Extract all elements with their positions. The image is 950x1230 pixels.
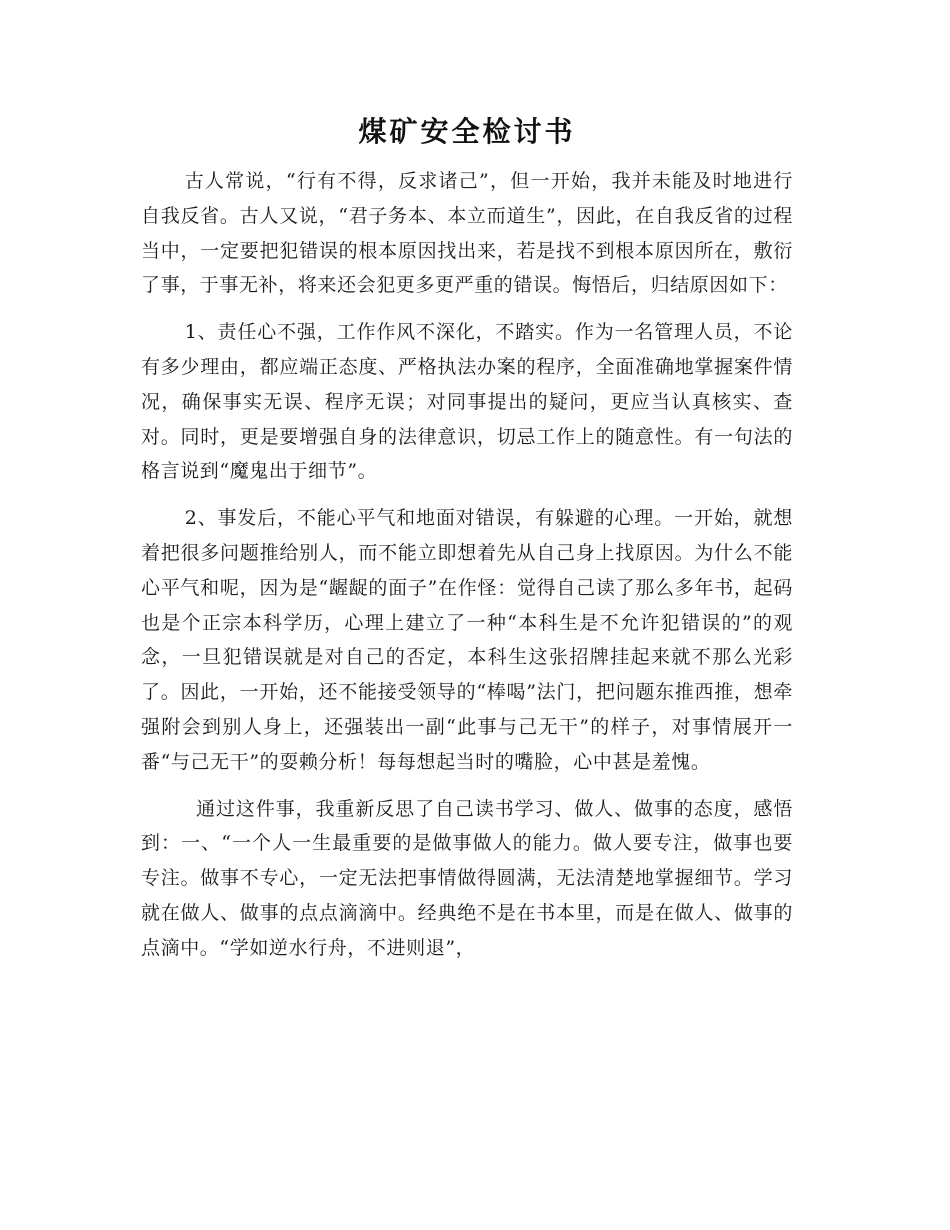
paragraph-reason-2: 2、事发后，不能心平气和地面对错误，有躲避的心理。一开始，就想着把很多问题推给别人，而不能立即想着先从自己身上找原因。为什么不能心平气和呢，因为是“龌龊的面子”在作怪：觉得自己读了那么多年书，起码也是个正宗本科学历，心理上建立了一种“本科生是不允许犯错误的”的观念，一旦犯错误就是对自己的否定，本科生这张招牌挂起来就不那么光彩了。因此，一开始，还不能接受领导的“棒喝”法门，把问题东推西推，想牵强附会到别人身上，还强装出一副“此事与己无干”的样子，对事情展开一番“与己无干”的耍赖分析！每每想起当时的嘴脸，心中甚是羞愧。 bbox=[141, 507, 793, 773]
paragraph-reason-1: 1、责任心不强，工作作风不深化，不踏实。作为一名管理人员，不论有多少理由，都应端正态度、严格执法办案的程序，全面准确地掌握案件情况，确保事实无误、程序无误；对同事提出的疑问，更应当认真核实、查对。同时，更是要增强自身的法律意识，切忌工作上的随意性。有一句法的格言说到“魔鬼出于细节”。 bbox=[141, 321, 793, 483]
document-body bbox=[141, 112, 793, 978]
paragraph-intro: 古人常说，“行有不得，反求诸己”，但一开始，我并未能及时地进行自我反省。古人又说，“君子务本、本立而道生”，因此，在自我反省的过程当中，一定要把犯错误的根本原因找出来，若是找不到根本原因所在，敷衍了事，于事无补，将来还会犯更多更严重的错误。悔悟后，归结原因如下： bbox=[141, 170, 793, 297]
paragraph-reflection: 通过这件事，我重新反思了自己读书学习、做人、做事的态度，感悟到：一、“一个人一生最重要的是做事做人的能力。做人要专注，做事也要专注。做事不专心，一定无法把事情做得圆满，无法清楚地掌握细节。学习就在做人、做事的点点滴滴中。经典绝不是在书本里，而是在做人、做事的点滴中。“学如逆水行舟，不进则退”， bbox=[141, 797, 793, 959]
document-title: 煤矿安全检讨书 bbox=[358, 115, 576, 148]
